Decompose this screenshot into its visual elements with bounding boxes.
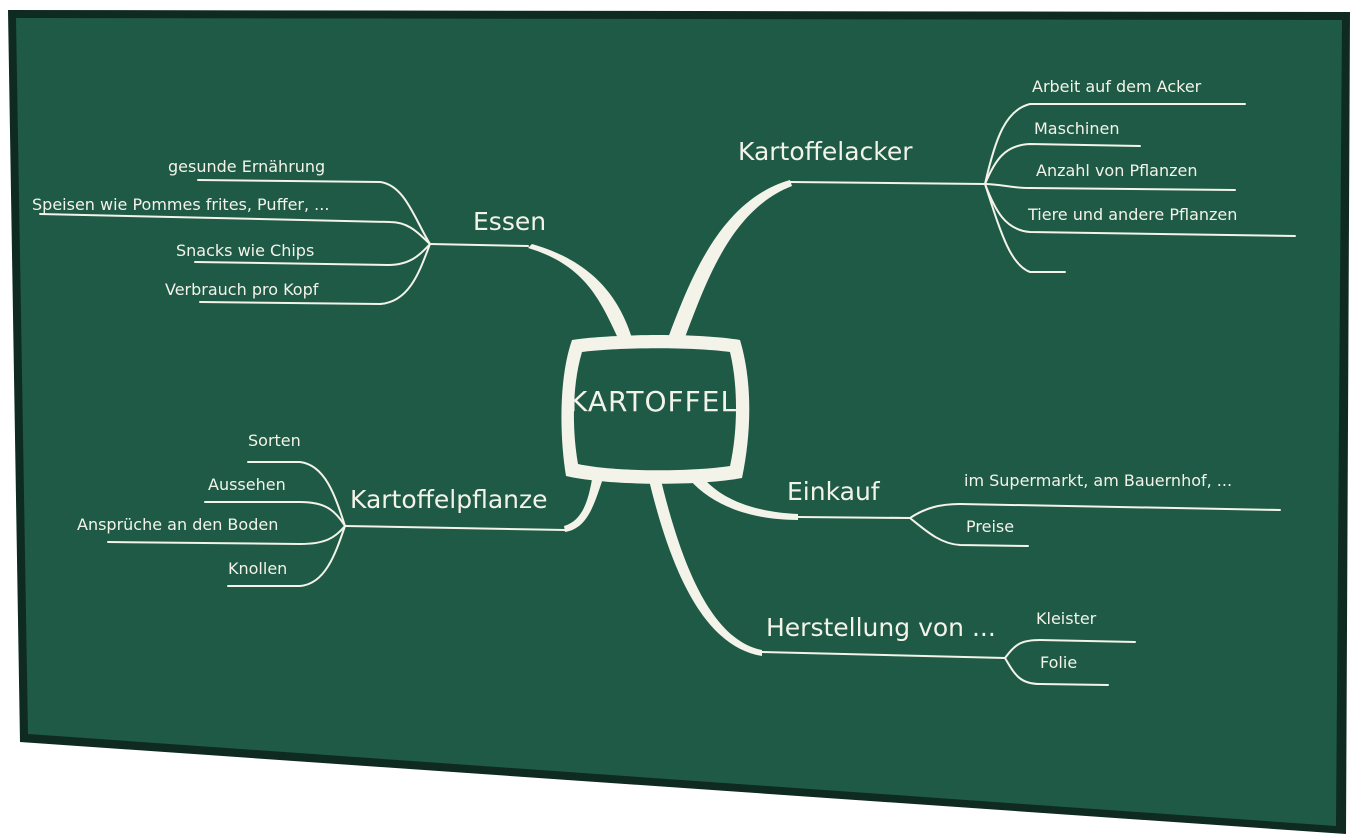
acker-item-3: Anzahl von Pflanzen: [1036, 161, 1198, 180]
acker-item-4: Tiere und andere Pflanzen: [1028, 205, 1238, 224]
acker-item-2: Maschinen: [1034, 119, 1120, 138]
herstellung-item-2: Folie: [1040, 653, 1078, 672]
pflanze-item-4: Knollen: [228, 559, 288, 578]
essen-item-1: gesunde Ernährung: [168, 157, 326, 176]
essen-item-2: Speisen wie Pommes frites, Puffer, ...: [32, 195, 330, 214]
pflanze-item-1: Sorten: [248, 431, 301, 450]
einkauf-item-1: im Supermarkt, am Bauernhof, ...: [964, 471, 1233, 490]
pflanze-item-3: Ansprüche an den Boden: [77, 515, 279, 534]
branch-label-kartoffelpflanze: Kartoffelpflanze: [350, 485, 548, 514]
einkauf-item-2: Preise: [966, 517, 1015, 536]
branch-label-kartoffelacker: Kartoffelacker: [738, 137, 913, 166]
essen-item-3: Snacks wie Chips: [176, 241, 315, 260]
acker-item-1: Arbeit auf dem Acker: [1032, 77, 1202, 96]
branch-label-herstellung: Herstellung von ...: [766, 613, 996, 642]
herstellung-item-1: Kleister: [1036, 609, 1097, 628]
branch-label-essen: Essen: [473, 207, 547, 236]
essen-item-4: Verbrauch pro Kopf: [165, 280, 319, 299]
center-label: KARTOFFEL: [568, 385, 738, 418]
branch-label-einkauf: Einkauf: [787, 477, 880, 506]
einkauf-trunk: [798, 517, 910, 518]
pflanze-item-2: Aussehen: [208, 475, 286, 494]
